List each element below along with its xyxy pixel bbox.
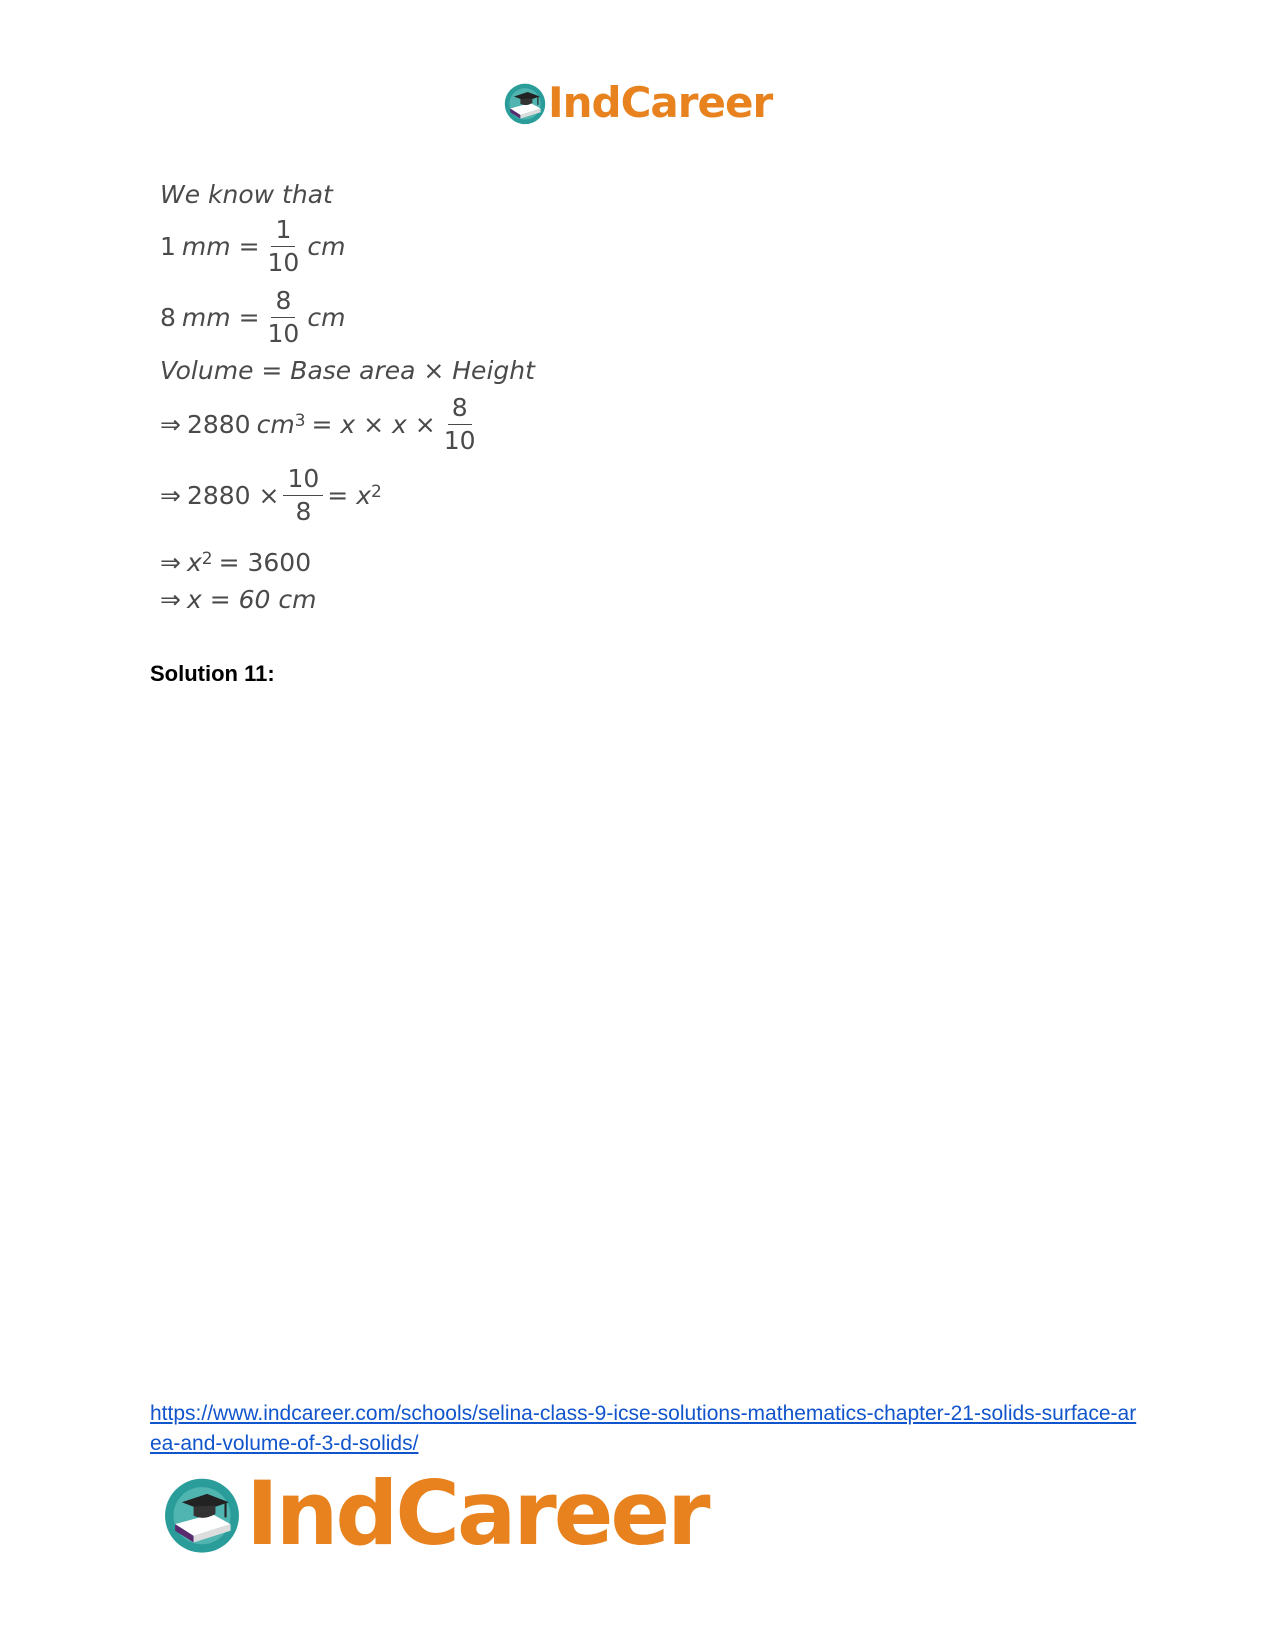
implies-icon: ⇒ — [160, 548, 181, 577]
exponent: 2 — [371, 481, 382, 502]
math-number: 1 — [160, 232, 176, 262]
fraction — [283, 465, 323, 527]
math-line-6 — [160, 465, 382, 527]
math-line-4: Volume = Base area × Height — [160, 356, 535, 385]
logo-wordmark: IndCareer — [548, 78, 773, 127]
math-number: 2880 — [186, 410, 251, 440]
fraction-numerator: 10 — [283, 465, 323, 496]
exponent: 3 — [294, 410, 306, 431]
math-line-7 — [160, 548, 311, 577]
fraction — [264, 216, 304, 278]
fraction-denominator: 10 — [443, 425, 476, 455]
math-number: 8 — [160, 303, 176, 333]
math-expression: x = 60 cm — [186, 585, 317, 614]
math-unit: cm — [307, 303, 346, 333]
math-variable: x — [186, 548, 202, 577]
solution-heading: Solution 11: — [150, 661, 275, 686]
fraction-denominator: 8 — [295, 496, 312, 526]
implies-icon: ⇒ — [160, 481, 181, 511]
fraction-numerator: 8 — [271, 287, 295, 318]
exponent: 2 — [201, 548, 213, 569]
fraction-numerator: 8 — [448, 394, 472, 425]
source-link[interactable]: https://www.indcareer.com/schools/selina-class-9-icse-solutions-mathematics-chapter-21-solids-surface-area-and-volume-of-3-d-solids/ — [150, 1402, 1137, 1455]
fraction-denominator: 10 — [267, 318, 300, 348]
math-line-1: We know that — [160, 180, 333, 209]
fraction — [440, 394, 480, 456]
fraction-denominator: 10 — [267, 247, 300, 277]
math-line-3: 8 mm = $\frac{8}{10}$ cm — [160, 286, 346, 348]
graduation-book-logo-icon — [160, 1472, 244, 1556]
math-unit: cm — [307, 232, 346, 262]
graduation-book-logo-icon — [502, 80, 548, 126]
math-expression: = x — [327, 481, 371, 511]
math-unit: mm — [181, 303, 231, 333]
footer-logo — [160, 1462, 708, 1565]
math-expression: = 3600 — [218, 548, 312, 577]
math-expression: = x × x × — [311, 410, 436, 440]
math-line-5 — [160, 394, 484, 456]
implies-icon: ⇒ — [160, 410, 181, 440]
math-line-8 — [160, 585, 316, 614]
header-logo — [502, 78, 772, 127]
math-line-2: 1 mm = $\frac{1}{10}$ cm — [160, 215, 346, 277]
math-unit: cm — [256, 410, 295, 440]
fraction — [264, 287, 304, 349]
logo-wordmark: IndCareer — [246, 1462, 708, 1565]
implies-icon: ⇒ — [160, 585, 181, 614]
fraction-numerator: 1 — [271, 216, 295, 247]
math-unit: mm — [181, 232, 231, 262]
math-expression: 2880 × — [186, 481, 280, 511]
